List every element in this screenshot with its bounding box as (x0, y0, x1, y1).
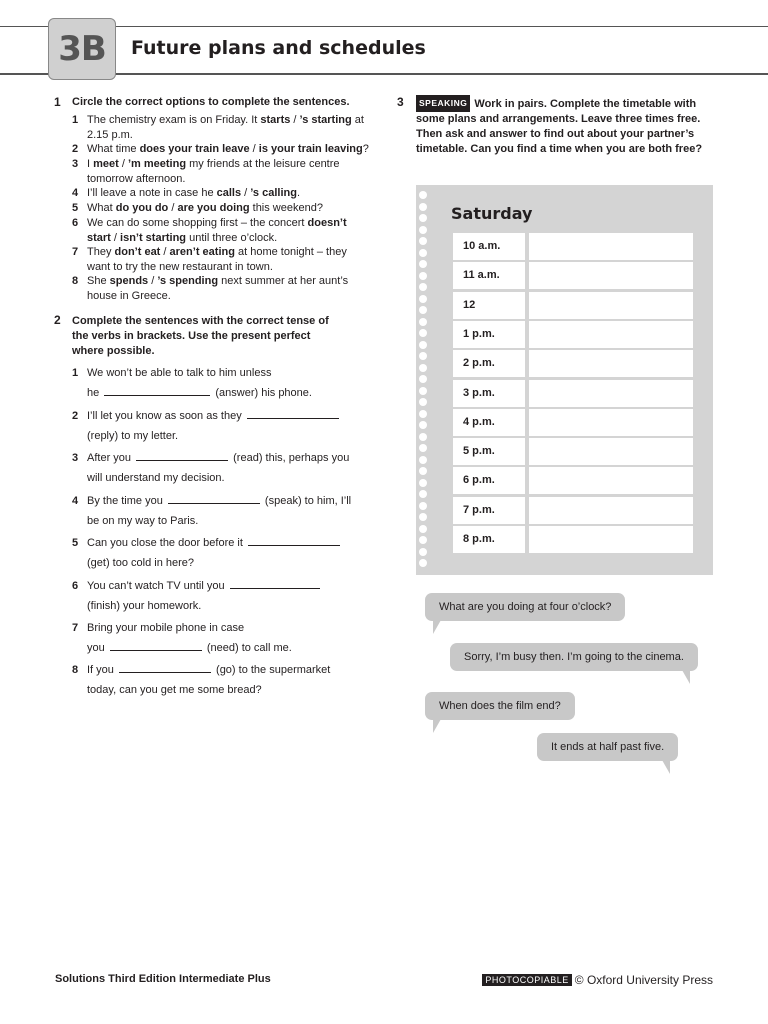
timetable-slot[interactable] (529, 262, 693, 289)
spiral-hole (419, 272, 427, 280)
answer-blank[interactable] (136, 449, 228, 461)
timetable-time: 6 p.m. (453, 467, 525, 494)
unit-label: 3B (58, 29, 106, 69)
ex2-item (72, 619, 372, 658)
item-text: If you (go) to the supermarket today, can you get me some bread? (87, 661, 372, 700)
speech-bubble-tail (433, 719, 441, 733)
speech-bubble-tail (433, 620, 441, 634)
item-number: 6 (72, 217, 79, 229)
spiral-hole (419, 226, 427, 234)
ex1-item (72, 113, 372, 142)
timetable-slot[interactable] (529, 467, 693, 494)
ex2-instruction: Complete the sentences with the correct tense of the verbs in brackets. Use the present perfect where possible. (72, 315, 329, 357)
spiral-hole (419, 536, 427, 544)
ex2-item (72, 407, 372, 446)
item-number: 7 (72, 246, 79, 258)
spiral-hole (419, 364, 427, 372)
timetable-day: Saturday (451, 204, 533, 223)
footer-copyright (482, 973, 713, 987)
timetable-row (453, 438, 693, 465)
item-number: 6 (72, 580, 79, 592)
timetable-row (453, 321, 693, 348)
spiral-hole (419, 375, 427, 383)
ex2-number: 2 (54, 313, 61, 327)
timetable-slot[interactable] (529, 233, 693, 260)
spiral-hole (419, 249, 427, 257)
spiral-hole (419, 490, 427, 498)
speaking-badge: SPEAKING (416, 95, 470, 112)
item-text[interactable]: What do you do / are you doing this weekend? (87, 202, 323, 214)
item-text[interactable]: They don’t eat / aren’t eating at home tonight – they want to try the new restaurant in town. (87, 246, 347, 273)
spiral-hole (419, 398, 427, 406)
item-number: 1 (72, 114, 79, 126)
item-number: 7 (72, 622, 79, 634)
ex1-item (72, 186, 372, 201)
spiral-hole (419, 479, 427, 487)
timetable-time: 10 a.m. (453, 233, 525, 260)
spiral-hole (419, 237, 427, 245)
footer-publisher: © Oxford University Press (574, 973, 713, 987)
timetable-time: 12 (453, 292, 525, 319)
item-text: I’ll let you know as soon as they (reply) to my letter. (87, 407, 372, 446)
answer-blank[interactable] (104, 384, 210, 396)
speech-bubble-tail (682, 670, 690, 684)
answer-blank[interactable] (168, 492, 260, 504)
timetable-row (453, 526, 693, 553)
timetable-time: 11 a.m. (453, 262, 525, 289)
spiral-hole (419, 548, 427, 556)
spiral-hole (419, 260, 427, 268)
timetable-notepad (416, 185, 713, 575)
item-text: We won’t be able to talk to him unless he (answer) his phone. (87, 367, 312, 399)
ex2-item (72, 492, 372, 531)
footer-book-title: Solutions Third Edition Intermediate Plus (55, 973, 271, 985)
ex1-item (72, 157, 372, 186)
item-number: 8 (72, 664, 79, 676)
item-number: 2 (72, 143, 79, 155)
ex2-item (72, 364, 372, 403)
spiral-hole (419, 295, 427, 303)
spiral-hole (419, 525, 427, 533)
item-number: 4 (72, 187, 79, 199)
timetable-slot[interactable] (529, 292, 693, 319)
item-text: You can’t watch TV until you (finish) your homework. (87, 577, 372, 616)
spiral-hole (419, 467, 427, 475)
timetable-time: 2 p.m. (453, 350, 525, 377)
timetable-slot[interactable] (529, 438, 693, 465)
speech-bubble: When does the film end? (425, 692, 575, 720)
timetable-row (453, 409, 693, 436)
timetable-time: 4 p.m. (453, 409, 525, 436)
timetable-slot[interactable] (529, 526, 693, 553)
timetable-slot[interactable] (529, 321, 693, 348)
spiral-hole (419, 214, 427, 222)
timetable-row (453, 497, 693, 524)
spiral-hole (419, 387, 427, 395)
speech-bubble: Sorry, I’m busy then. I’m going to the cinema. (450, 643, 698, 671)
timetable-row (453, 262, 693, 289)
ex2-item (72, 577, 372, 616)
timetable-slot[interactable] (529, 497, 693, 524)
timetable-row (453, 380, 693, 407)
item-text[interactable]: I meet / ’m meeting my friends at the leisure centre tomorrow afternoon. (87, 158, 340, 185)
item-number: 2 (72, 410, 79, 422)
answer-blank[interactable] (230, 577, 320, 589)
answer-blank[interactable] (247, 407, 339, 419)
speech-bubble: It ends at half past five. (537, 733, 678, 761)
timetable-row (453, 292, 693, 319)
ex1-item (72, 274, 372, 303)
spiral-hole (419, 410, 427, 418)
timetable-slot[interactable] (529, 380, 693, 407)
item-number: 4 (72, 495, 79, 507)
item-text[interactable]: I’ll leave a note in case he calls / ’s calling. (87, 187, 301, 199)
spiral-hole (419, 306, 427, 314)
spiral-hole (419, 421, 427, 429)
item-number: 3 (72, 158, 79, 170)
answer-blank[interactable] (110, 639, 202, 651)
spiral-hole (419, 341, 427, 349)
item-number: 5 (72, 537, 79, 549)
spiral-hole (419, 513, 427, 521)
timetable-row (453, 233, 693, 260)
ex1-instruction: Circle the correct options to complete the sentences. (72, 96, 350, 108)
page-title: Future plans and schedules (131, 37, 426, 59)
timetable-row (453, 350, 693, 377)
item-number: 5 (72, 202, 79, 214)
spiral-binding (416, 185, 430, 575)
item-text: By the time you (speak) to him, I’ll be on my way to Paris. (87, 492, 372, 531)
item-number: 1 (72, 367, 79, 379)
timetable-time: 7 p.m. (453, 497, 525, 524)
ex3-instruction-text: Work in pairs. Complete the timetable with some plans and arrangements. Leave three times free. Then ask and answer to find out about your partner’s timetable. Can you find a time when you are both free? (416, 98, 703, 155)
item-text: Can you close the door before it (get) too cold in here? (87, 534, 372, 573)
timetable-slot[interactable] (529, 350, 693, 377)
item-number: 8 (72, 275, 79, 287)
spiral-hole (419, 444, 427, 452)
ex1-item (72, 201, 372, 216)
spiral-hole (419, 203, 427, 211)
item-text: Bring your mobile phone in case you (need) to call me. (87, 622, 292, 654)
ex1-item (72, 216, 372, 245)
ex3-instruction (416, 95, 716, 157)
spiral-hole (419, 559, 427, 567)
timetable-row (453, 467, 693, 494)
ex1-item (72, 245, 372, 274)
ex2-item (72, 534, 372, 573)
timetable-time: 5 p.m. (453, 438, 525, 465)
ex2-item (72, 661, 372, 700)
spiral-hole (419, 283, 427, 291)
spiral-hole (419, 318, 427, 326)
spiral-hole (419, 191, 427, 199)
photocopiable-badge: PHOTOCOPIABLE (482, 974, 571, 986)
timetable-slot[interactable] (529, 409, 693, 436)
speech-bubble-tail (662, 760, 670, 774)
answer-blank[interactable] (119, 661, 211, 673)
item-text[interactable]: What time does your train leave / is your train leaving? (87, 143, 369, 155)
item-text[interactable]: The chemistry exam is on Friday. It starts / ’s starting at 2.15 p.m. (87, 114, 364, 141)
ex2-item (72, 449, 372, 488)
spiral-hole (419, 329, 427, 337)
item-text[interactable]: She spends / ’s spending next summer at her aunt’s house in Greece. (87, 275, 349, 302)
timetable-time: 8 p.m. (453, 526, 525, 553)
spiral-hole (419, 502, 427, 510)
speech-bubble: What are you doing at four o’clock? (425, 593, 625, 621)
item-text[interactable]: We can do some shopping first – the concert doesn’t start / isn’t starting until three o’clock. (87, 217, 347, 244)
ex1-number: 1 (54, 95, 61, 109)
ex1-item (72, 142, 372, 157)
unit-badge (48, 18, 116, 80)
item-text: After you (read) this, perhaps you will understand my decision. (87, 449, 372, 488)
spiral-hole (419, 433, 427, 441)
spiral-hole (419, 352, 427, 360)
answer-blank[interactable] (248, 534, 340, 546)
spiral-hole (419, 456, 427, 464)
item-number: 3 (72, 452, 79, 464)
timetable-time: 1 p.m. (453, 321, 525, 348)
ex3-number: 3 (397, 95, 404, 109)
timetable-time: 3 p.m. (453, 380, 525, 407)
